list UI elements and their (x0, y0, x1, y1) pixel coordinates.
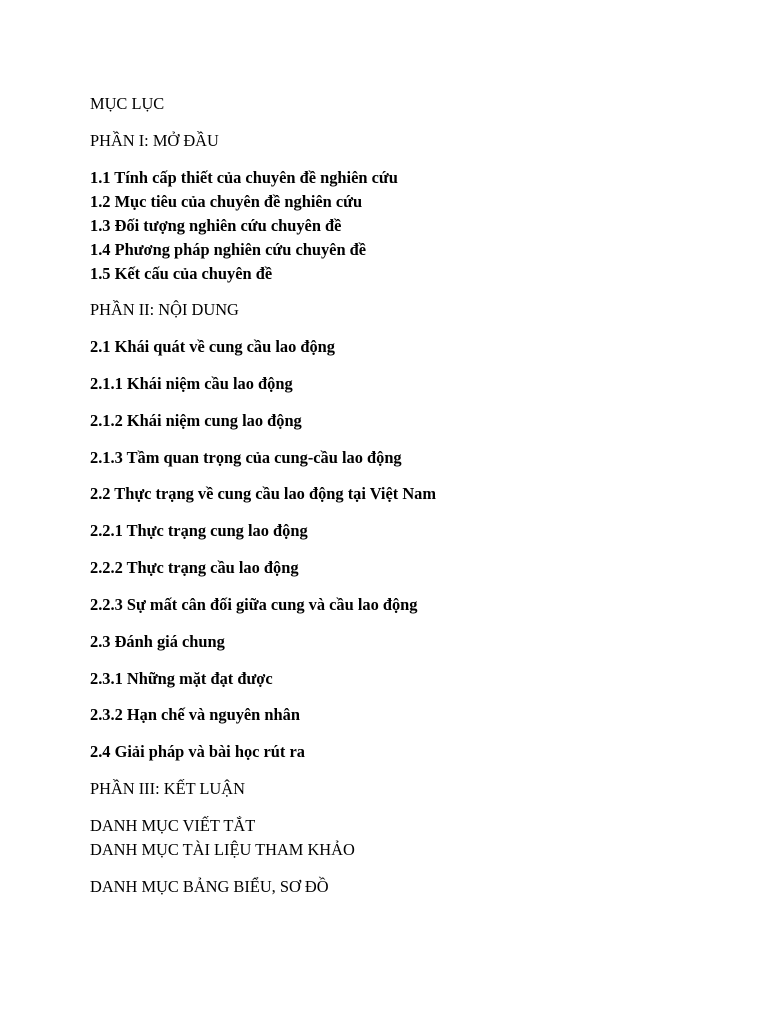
toc-part-2-heading: PHẦN II: NỘI DUNG (90, 300, 239, 319)
toc-item-1-4: 1.4 Phương pháp nghiên cứu chuyên đề (90, 240, 367, 259)
toc-item-2-4: 2.4 Giải pháp và bài học rút ra (90, 742, 305, 761)
toc-item-2-2-3: 2.2.3 Sự mất cân đối giữa cung và cầu lao động (90, 595, 418, 614)
toc-item-2-2-1: 2.2.1 Thực trạng cung lao động (90, 521, 308, 540)
toc-item-1-3: 1.3 Đối tượng nghiên cứu chuyên đề (90, 216, 342, 235)
toc-item-2-3-1: 2.3.1 Những mặt đạt được (90, 669, 273, 688)
toc-item-2-1-3: 2.1.3 Tầm quan trọng của cung-cầu lao động (90, 448, 402, 467)
toc-item-2-1-2: 2.1.2 Khái niệm cung lao động (90, 411, 302, 430)
toc-tables-figures: DANH MỤC BẢNG BIỂU, SƠ ĐỒ (90, 877, 329, 896)
toc-part-3-heading: PHẦN III: KẾT LUẬN (90, 779, 245, 798)
toc-item-1-2: 1.2 Mục tiêu của chuyên đề nghiên cứu (90, 192, 363, 211)
toc-item-2-1: 2.1 Khái quát về cung cầu lao động (90, 337, 335, 356)
toc-item-2-3-2: 2.3.2 Hạn chế và nguyên nhân (90, 705, 300, 724)
toc-part-1-heading: PHẦN I: MỞ ĐẦU (90, 131, 219, 150)
toc-item-2-2: 2.2 Thực trạng về cung cầu lao động tại Việt Nam (90, 484, 437, 503)
toc-item-1-1: 1.1 Tính cấp thiết của chuyên đề nghiên cứu (90, 168, 398, 187)
toc-item-2-1-1: 2.1.1 Khái niệm cầu lao động (90, 374, 293, 393)
toc-item-2-3: 2.3 Đánh giá chung (90, 632, 225, 651)
toc-abbreviations: DANH MỤC VIẾT TẮT (90, 816, 256, 835)
toc-item-2-2-2: 2.2.2 Thực trạng cầu lao động (90, 558, 299, 577)
toc-item-1-5: 1.5 Kết cấu của chuyên đề (90, 264, 273, 283)
toc-title: MỤC LỤC (90, 94, 165, 113)
toc-references: DANH MỤC TÀI LIỆU THAM KHẢO (90, 840, 355, 859)
